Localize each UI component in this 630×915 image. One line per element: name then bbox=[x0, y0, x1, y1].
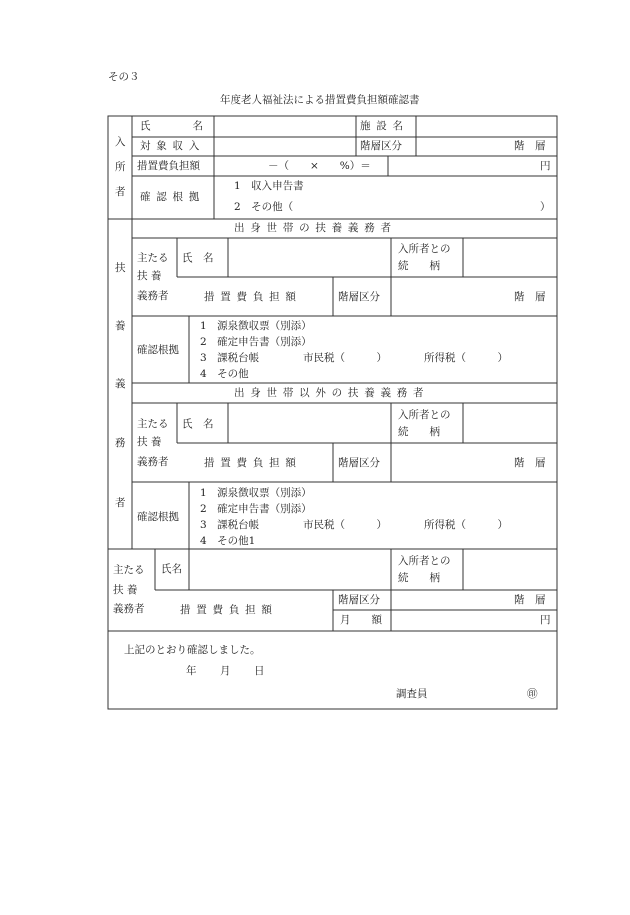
sec1-basis-item-1: 1 源泉徴収票（別添） bbox=[200, 320, 312, 332]
resident-tier-label: 階層区分 bbox=[360, 140, 402, 152]
sec1-burden-label: 措置費負担額 bbox=[204, 291, 302, 303]
sec2-burden-label: 措置費負担額 bbox=[204, 457, 302, 469]
bottom-tier-unit: 階 層 bbox=[514, 594, 546, 606]
resident-tier-unit: 階 層 bbox=[514, 140, 546, 152]
bottom-main-label-3: 義務者 bbox=[113, 603, 145, 615]
sec2-main-label-2: 扶 養 bbox=[137, 436, 162, 448]
sec2-tier-unit: 階 層 bbox=[514, 457, 546, 469]
bottom-relation-label-2: 続 柄 bbox=[398, 572, 440, 584]
sec2-relation-label-2: 続 柄 bbox=[398, 426, 440, 438]
sec1-name-label: 氏 名 bbox=[182, 252, 214, 264]
sec2-basis-label: 確認根拠 bbox=[137, 511, 179, 523]
sec1-basis-item-3: 3 課税台帳 bbox=[200, 352, 260, 364]
sec2-relation-label-1: 入所者との bbox=[398, 409, 451, 421]
seal-mark: ㊞ bbox=[527, 688, 538, 700]
sec1-header: 出身世帯の扶養義務者 bbox=[234, 222, 397, 234]
investigator-label: 調査員 bbox=[396, 688, 428, 700]
sec2-main-label-1: 主たる bbox=[137, 418, 169, 430]
sec2-name-label: 氏 名 bbox=[182, 418, 214, 430]
sec2-basis-item-2: 2 確定申告書（別添） bbox=[200, 503, 312, 515]
bottom-relation-label-1: 入所者との bbox=[398, 555, 451, 567]
resident-side-label-1: 入 bbox=[115, 136, 126, 148]
resident-yen: 円 bbox=[540, 160, 551, 172]
sec2-basis-item-4: 4 その他1 bbox=[200, 535, 256, 547]
sec1-relation-label-1: 入所者との bbox=[398, 243, 451, 255]
bottom-name-label: 氏名 bbox=[161, 563, 182, 575]
sec2-main-label-3: 義務者 bbox=[137, 456, 169, 468]
resident-side-label-3: 者 bbox=[115, 186, 126, 198]
resident-basis-close: ） bbox=[540, 201, 551, 213]
sec2-basis-item-1: 1 源泉徴収票（別添） bbox=[200, 487, 312, 499]
bottom-burden-label: 措置費負担額 bbox=[180, 604, 278, 616]
date-day: 日 bbox=[254, 665, 265, 677]
bottom-yen: 円 bbox=[540, 614, 551, 626]
section-label: その３ bbox=[108, 71, 140, 83]
facility-label: 施設名 bbox=[360, 120, 409, 132]
resident-basis-label: 確認根拠 bbox=[140, 191, 206, 203]
date-year: 年 bbox=[186, 665, 197, 677]
sec2-header: 出身世帯以外の扶養義務者 bbox=[234, 387, 430, 399]
bottom-main-label-1: 主たる bbox=[113, 564, 145, 576]
resident-basis-item-2: 2 その他（ bbox=[234, 201, 294, 213]
sec2-tier-label: 階層区分 bbox=[338, 457, 380, 469]
sec1-main-label-3: 義務者 bbox=[137, 290, 169, 302]
supporter-side-label-3: 義 bbox=[115, 378, 126, 390]
resident-burden-label: 措置費負担額 bbox=[137, 160, 200, 172]
sec1-basis-label: 確認根拠 bbox=[137, 344, 179, 356]
date-month: 月 bbox=[220, 665, 231, 677]
sec2-city-tax: 市民税（ ） bbox=[303, 519, 387, 531]
bottom-monthly-label: 月 額 bbox=[340, 614, 382, 626]
supporter-side-label-4: 務 bbox=[115, 437, 126, 449]
sec1-basis-item-2: 2 確定申告書（別添） bbox=[200, 336, 312, 348]
sec1-tier-unit: 階 層 bbox=[514, 291, 546, 303]
sec1-main-label-1: 主たる bbox=[137, 252, 169, 264]
burden-formula: －（ × %）＝ bbox=[268, 160, 371, 172]
resident-side-label-2: 所 bbox=[115, 161, 126, 173]
supporter-side-label-2: 養 bbox=[115, 320, 126, 332]
sec1-income-tax: 所得税（ ） bbox=[424, 352, 508, 364]
resident-name-label: 氏 名 bbox=[140, 120, 203, 132]
bottom-tier-label: 階層区分 bbox=[338, 594, 380, 606]
resident-basis-item-1: 1 収入申告書 bbox=[234, 180, 304, 192]
bottom-main-label-2: 扶 養 bbox=[113, 584, 138, 596]
sec1-basis-item-4: 4 その他 bbox=[200, 368, 249, 380]
income-label: 対象収入 bbox=[140, 140, 206, 152]
sec1-tier-label: 階層区分 bbox=[338, 291, 380, 303]
sec1-city-tax: 市民税（ ） bbox=[303, 352, 387, 364]
sec2-basis-item-3: 3 課税台帳 bbox=[200, 519, 260, 531]
sec1-main-label-2: 扶 養 bbox=[137, 270, 162, 282]
supporter-side-label-1: 扶 bbox=[115, 262, 126, 274]
sec2-income-tax: 所得税（ ） bbox=[424, 519, 508, 531]
sec1-relation-label-2: 続 柄 bbox=[398, 260, 440, 272]
confirm-text: 上記のとおり確認しました。 bbox=[124, 644, 261, 656]
supporter-side-label-5: 者 bbox=[115, 497, 126, 509]
form-title: 年度老人福祉法による措置費負担額確認書 bbox=[220, 94, 420, 106]
